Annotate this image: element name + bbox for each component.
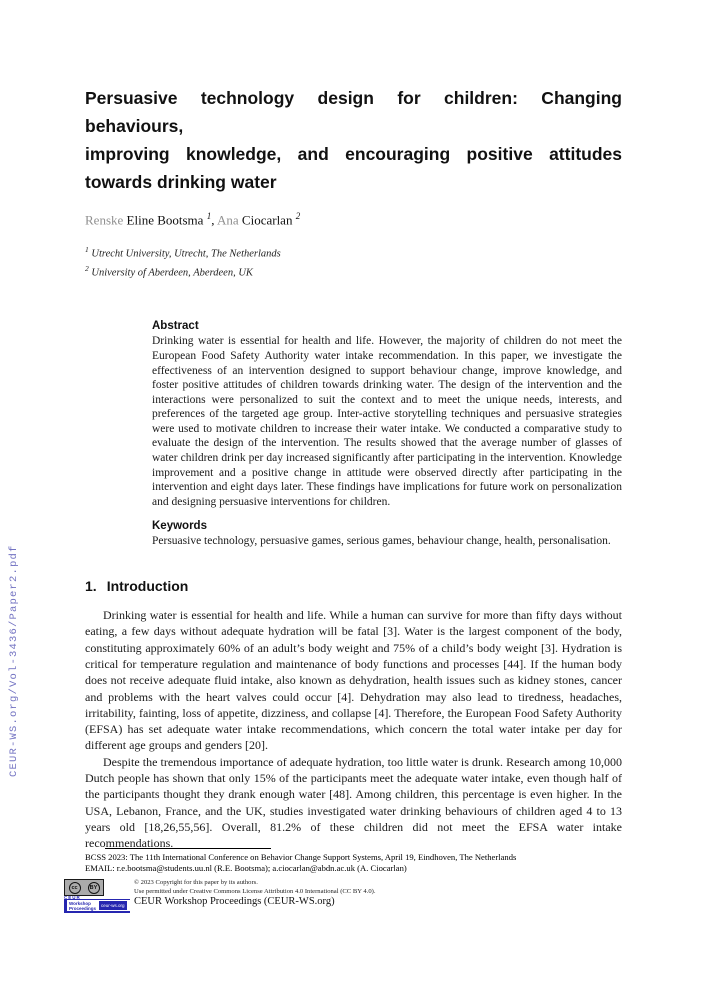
paper-title-line2: improving knowledge, and encouraging positive attitudes [85,144,622,164]
ceur-ws-logo [64,899,130,913]
conference-note: BCSS 2023: The 11th International Conference on Behavior Change Support Systems, April 19, Eindhoven, The Netherlands [85,852,517,862]
paper-title [85,84,622,196]
copyright-notes [134,878,554,896]
footnote-divider [105,848,271,849]
keywords-heading: Keywords [152,520,207,533]
paper-title-line3: towards drinking water [85,172,277,192]
introduction-paragraph-2: Despite the tremendous importance of adequate hydration, too little water is drunk. Research among 10,000 Dutch people has shown that only 15% of the participants meet the adequate water intake, even though half of the participants thought they drank enough water [48]. Among children, this percentage is even higher. In the USA, Lebanon, France, and the UK, studies investigated water drinking behaviours of children aged 4 to 13 years old [18,26,55,56]. Overall, 81.2% of these children did not meet the EFSA water intake recommendations. [85,754,622,851]
introduction-heading-number: 1. [85,578,97,595]
ceur-logo-text: Workshop Proceedings [69,900,97,911]
copyright-line-1: © 2023 Copyright for this paper by its authors. [134,879,258,886]
ceur-logo-url: ceur-ws.org [101,903,125,908]
introduction-paragraph-1: Drinking water is essential for health and life. While a human can survive for more than fifty days without eating, a few days without adequate hydration will be fatal [3]. Water is the largest component of the body, constituting approximately 60% of an adult’s body weight and 75% of a child’s body weight [3]. Hydration is critical for temperature regulation and maintenance of body functions and processes [44]. If the human body does not receive adequate fluid intake, also known as dehydration, health issues such as kidney stones, cancer and problems with the heart valves could occur [4]. Dehydration may also lead to tiredness, headaches, irritability, fainting, loss of appetite, dizziness, and collapse [4]. Therefore, the European Food Safety Authority (EFSA) has set adequate water intake recommendations, which concern the total water intake per day for different age groups and genders [20]. [85,608,622,753]
author2-first-name: Ana [217,212,242,228]
keywords-section [152,520,622,549]
author1-surname: Eline Bootsma [126,212,207,228]
author1-first-name: Renske [85,212,127,228]
ceur-logo-title: CEUR [64,895,81,900]
affiliation-2-mark: 2 [85,263,89,273]
author1-affil-mark: 1 [206,211,212,221]
affiliations [85,243,622,280]
keywords-body: Persuasive technology, persuasive games, serious games, behaviour change, health, personalisation. [152,535,611,548]
affiliation-1-text: Utrecht University, Utrecht, The Netherlands [88,248,281,260]
footer-notes [85,852,645,874]
ceur-proceedings-line: CEUR Workshop Proceedings (CEUR-WS.org) [134,896,335,907]
copyright-line-2: Use permitted under Creative Commons License Attribution 4.0 International (CC BY 4.0). [134,888,376,895]
ceur-volume-link[interactable]: CEUR-WS.org/Vol-3436/Paper2.pdf [8,544,20,777]
cc-by-person-icon: BY [88,882,100,894]
author-separator: , [211,212,217,228]
affiliation-1 [85,243,622,262]
cc-icon: cc [69,882,81,894]
email-note: EMAIL: r.e.bootsma@students.uu.nl (R.E. Bootsma); a.ciocarlan@abdn.ac.uk (A. Ciocarlan) [85,863,407,873]
abstract-section [152,320,622,509]
introduction-heading-text: Introduction [106,578,189,595]
author2-surname: Ciocarlan [241,212,296,228]
author-line [85,211,622,228]
cc-by-license-badge [64,879,104,896]
paper-content [85,0,622,852]
paper-title-line1: Persuasive technology design for children: Changing behaviours, [85,88,622,136]
affiliation-2 [85,262,622,281]
affiliation-2-text: University of Aberdeen, Aberdeen, UK [88,267,253,279]
abstract-body: Drinking water is essential for health and life. However, the majority of children do not meet the European Food Safety Authority water intake recommendation. In this paper, we investigate the effectiveness of an intervention designed to support behaviour change, improve knowledge, and foster positive attitudes of children towards drinking water. The design of the intervention and the interactions were personalized to suit the context and to meet the unique needs, interests, and preferences of the targeted age group. Inter-active storytelling techniques and persuasive strategies were used to motivate children to increase their water intake. We conducted a comparative study to evaluate the design of the intervention. The results showed that the average number of glasses of water children drink per day increased significantly after participating in the intervention. Knowledge improvement and a positive change in attitude were observed directly after participating in the intervention and eight days later. These findings have implications for future work on personalization and designing persuasive interventions for children. [152,335,622,508]
affiliation-1-mark: 1 [85,245,89,255]
abstract-heading: Abstract [152,320,199,333]
introduction-heading [85,578,622,594]
author2-affil-mark: 2 [295,211,301,221]
